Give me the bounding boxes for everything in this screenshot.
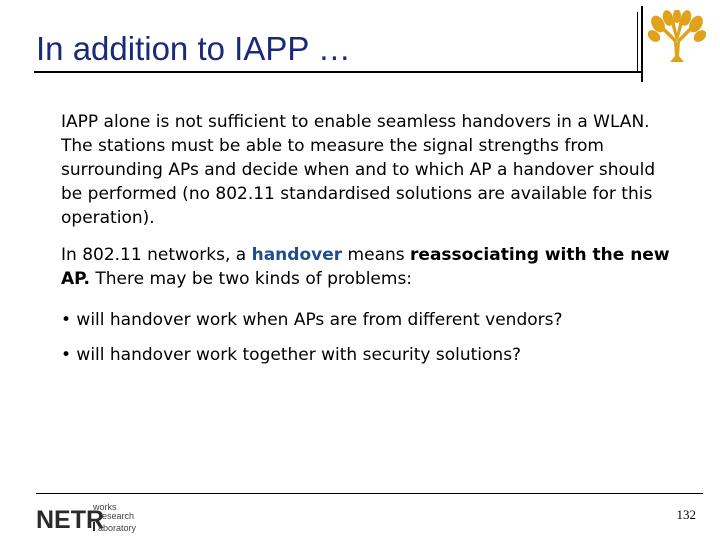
paragraph-handover — [61, 243, 671, 291]
bullet-item-vendors: • will handover work when APs are from different vendors? — [61, 310, 563, 330]
netrl-logo-research-text: esearch — [102, 511, 135, 521]
footer-divider — [36, 493, 703, 494]
header-vertical-divider-thin — [637, 12, 638, 72]
reassociating-phrase: reassociating with the new AP. — [61, 245, 670, 289]
university-tree-logo-icon — [648, 10, 706, 66]
handover-term: handover — [251, 245, 343, 265]
page-number: 132 — [676, 507, 696, 522]
paragraph-handover-part1: In 802.11 networks, a — [61, 245, 252, 265]
slide-content — [61, 110, 681, 367]
paragraph-iapp: IAPP alone is not sufficient to enable seamless handovers in a WLAN. The stations must be able to measure the signal strengths from surrounding APs and decide when and to which AP a handover should be performed (no 802.11 standardised solutions are available for this operation). — [61, 112, 656, 228]
paragraph-handover-part2: means — [342, 245, 411, 265]
slide-title: In addition to IAPP … — [36, 30, 351, 67]
netrl-logo-main-text: NETR — [36, 506, 105, 534]
bullet-item-security: • will handover work together with security solutions? — [61, 345, 522, 365]
netrl-logo-laboratory-text: aboratory — [98, 523, 137, 533]
paragraph-handover-part3: There may be two kinds of problems: — [89, 269, 413, 289]
header-vertical-divider — [641, 6, 643, 82]
netrl-logo-works-text: works — [93, 502, 117, 512]
netrl-logo — [36, 500, 146, 534]
title-divider — [34, 71, 641, 73]
